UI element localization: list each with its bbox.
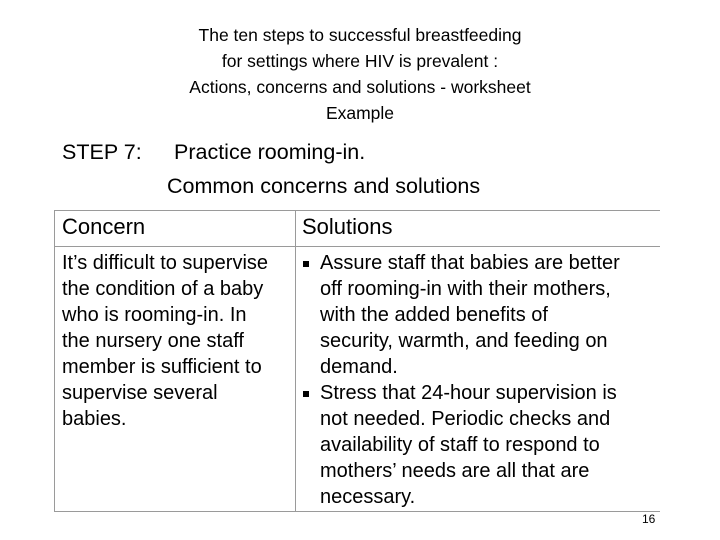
solution-line: with the added benefits of [320, 304, 548, 326]
solution-line: security, warmth, and feeding on [320, 330, 608, 352]
solution-line: not needed. Periodic checks and [320, 408, 611, 430]
solution-line: Stress that 24-hour supervision is [320, 382, 617, 404]
concern-line: member is sufficient to [62, 356, 262, 378]
solution-line: mothers’ needs are all that are [320, 460, 590, 482]
solutions-column-header: Solutions [302, 214, 393, 239]
page-number: 16 [642, 512, 656, 526]
concern-line: babies. [62, 408, 127, 430]
concern-column-header: Concern [62, 214, 146, 239]
table-header-divider [54, 246, 660, 247]
section-subtitle: Common concerns and solutions [167, 174, 481, 198]
step-text: Practice rooming-in. [174, 140, 366, 164]
step-label: STEP 7: [62, 140, 142, 164]
concern-line: who is rooming-in. In [62, 304, 247, 326]
concern-line: supervise several [62, 382, 218, 404]
slide-title [0, 22, 720, 126]
concern-line: It’s difficult to supervise [62, 252, 269, 274]
solution-item [300, 250, 658, 380]
solutions-cell [300, 250, 658, 510]
bullet-square-icon [303, 391, 309, 397]
solution-item [300, 380, 658, 510]
solution-line: off rooming-in with their mothers, [320, 278, 611, 300]
table-column-divider [295, 210, 296, 512]
solution-line: Assure staff that babies are better [320, 252, 620, 274]
bullet-square-icon [303, 261, 309, 267]
solution-line: availability of staff to respond to [320, 434, 600, 456]
title-line-4: Example [325, 103, 395, 123]
solution-line: demand. [320, 356, 398, 378]
step-heading [62, 138, 365, 166]
solution-line: necessary. [320, 486, 416, 508]
concern-line: the condition of a baby [62, 278, 264, 300]
title-line-2: for settings where HIV is prevalent : [221, 51, 499, 71]
title-line-3: Actions, concerns and solutions - worksheet [189, 77, 531, 97]
title-line-1: The ten steps to successful breastfeeding [198, 25, 522, 45]
concern-line: the nursery one staff [62, 330, 244, 352]
concern-cell [62, 250, 292, 432]
